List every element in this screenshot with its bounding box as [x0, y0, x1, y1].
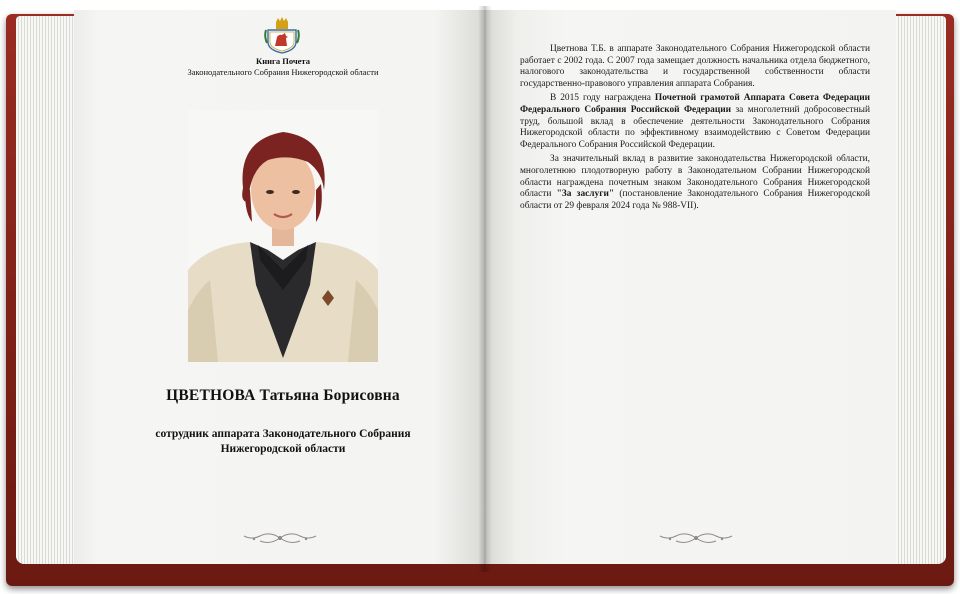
bio-p2-text: В 2015 году награждена	[550, 93, 655, 104]
bio-paragraph-1: Цветнова Т.Б. в аппарате Законодательного Собрания Нижегородской области работает с 2002 года. С 2007 года замещает должность начальника отдела бюджетного, налогового законодательства и государственной собственности области государственно-правового управления аппарата Собрания.	[520, 44, 870, 89]
bio-paragraph-2	[520, 93, 870, 151]
bio-p3-award: "За заслуги"	[556, 189, 615, 200]
book-title-line1: Книга Почета	[256, 56, 310, 66]
person-position	[120, 427, 446, 457]
bio-p2-award: Почетной грамотой Аппарата Совета Федерации Федерального Собрания Российской Федерации	[520, 93, 870, 115]
book-spine	[478, 6, 492, 572]
bio-p2-text-end: за многолетний добросовестный труд, большой вклад в обеспечение деятельности Законодательного Собрания Нижегородской области по эффективному взаимодействию с Советом Федерации Федерального Собрания Российской Федерации.	[520, 104, 870, 150]
right-page-edges	[890, 16, 946, 564]
left-page-edges	[16, 16, 80, 564]
position-line2: Нижегородской области	[220, 443, 346, 455]
decorative-flourish-icon	[240, 530, 320, 546]
position-line1: сотрудник аппарата Законодательного Собрания	[155, 428, 411, 440]
decorative-flourish-icon	[656, 530, 736, 546]
biography-text	[520, 44, 870, 215]
portrait-photo	[188, 110, 378, 362]
bio-p3-text: За значительный вклад в развитие законодательства Нижегородской области, многолетнюю плодотворную работу в Законодательном Собрании Нижегородской области награждена почетным знаком Законодательного Собрания Нижегородской области	[520, 154, 870, 200]
bio-paragraph-3	[520, 154, 870, 212]
coat-of-arms-icon	[264, 16, 300, 54]
book-title	[150, 56, 416, 78]
person-name: ЦВЕТНОВА Татьяна Борисовна	[166, 387, 400, 404]
book-title-line2: Законодательного Собрания Нижегородской области	[187, 67, 379, 77]
bio-p3-text-end: (постановление Законодательного Собрания Нижегородской области от 29 февраля 2024 года № 988-VII).	[520, 189, 870, 211]
